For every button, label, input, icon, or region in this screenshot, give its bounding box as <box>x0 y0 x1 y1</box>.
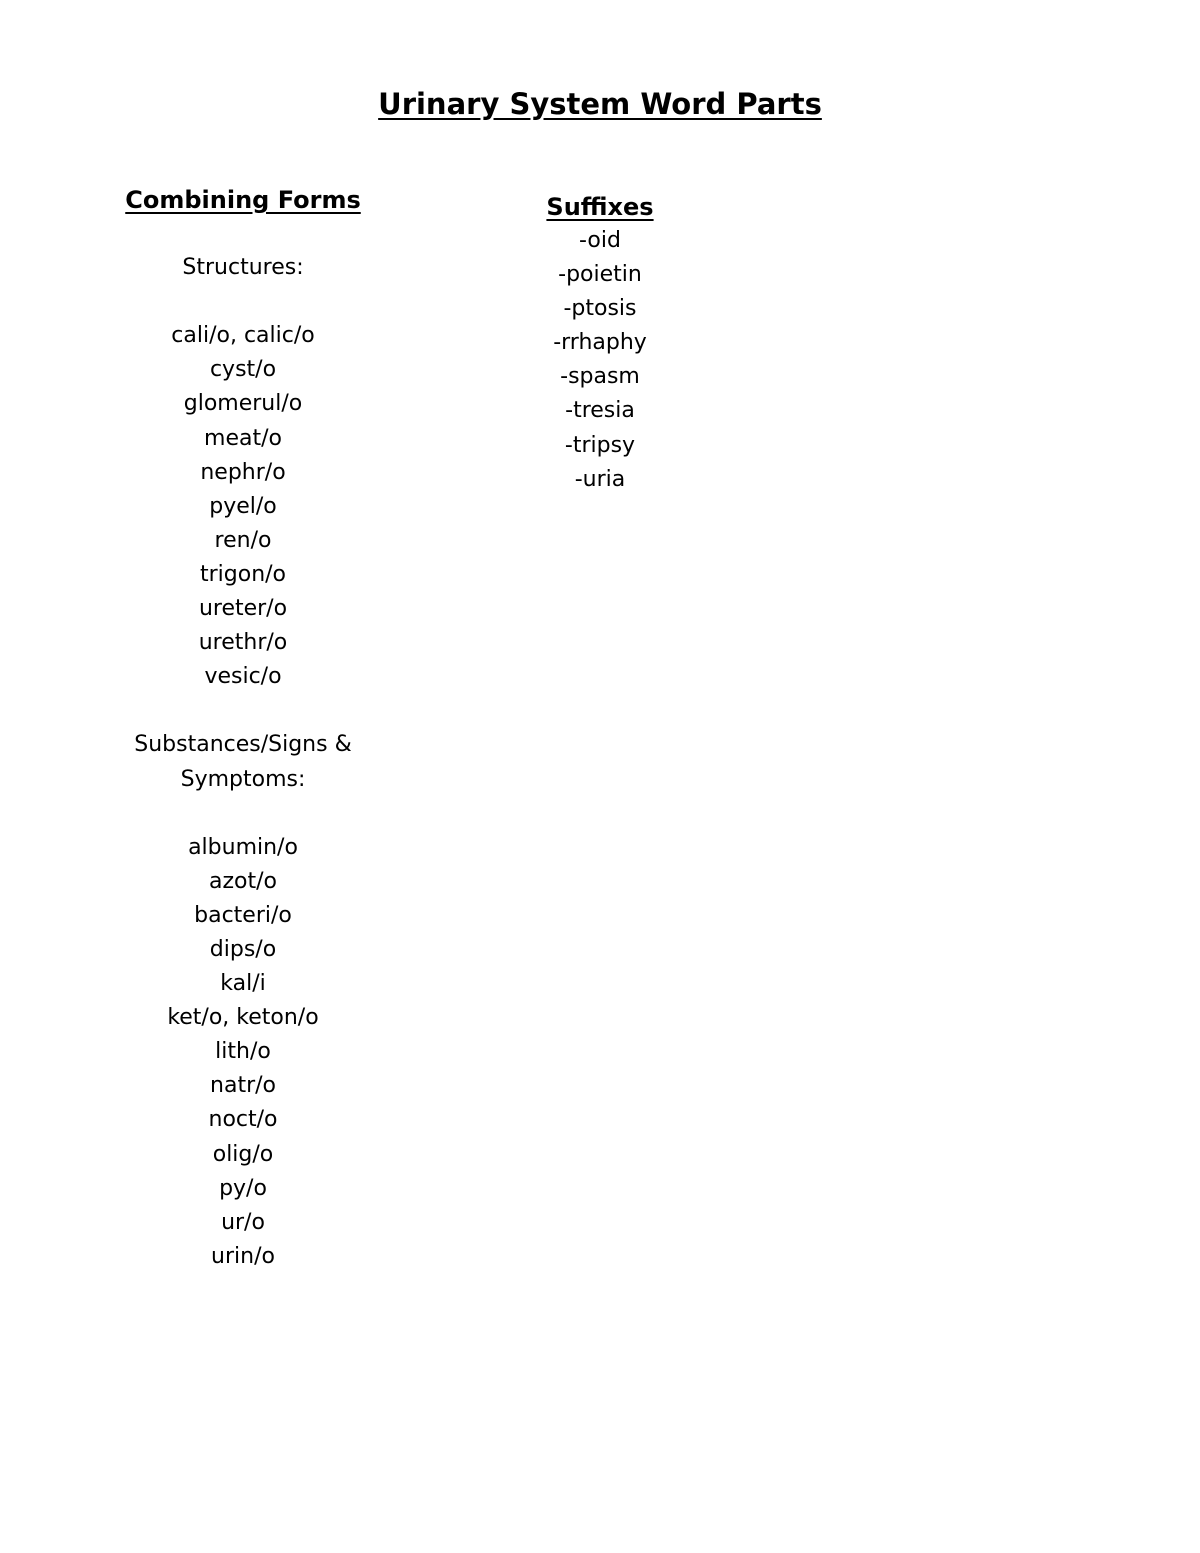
list-item: ren/o <box>214 527 272 553</box>
list-item: -ptosis <box>563 296 637 322</box>
list-item: ur/o <box>221 1209 265 1235</box>
list-item: -uria <box>574 466 626 492</box>
list-item: natr/o <box>210 1073 276 1099</box>
list-item: kal/i <box>220 971 266 997</box>
list-item: albumin/o <box>188 834 298 860</box>
list-item: meat/o <box>204 425 282 451</box>
suffixes-list <box>480 224 720 497</box>
list-item: cyst/o <box>209 357 277 383</box>
suffixes-heading: Suffixes <box>546 193 654 221</box>
list-item: ket/o, keton/o <box>167 1005 319 1031</box>
structures-list <box>83 319 403 694</box>
list-item: trigon/o <box>199 561 287 587</box>
page-title: Urinary System Word Parts <box>378 87 822 121</box>
list-item: urin/o <box>211 1243 275 1269</box>
list-item: pyel/o <box>209 493 277 519</box>
list-item: olig/o <box>212 1141 274 1167</box>
list-item: azot/o <box>209 868 277 894</box>
list-item: lith/o <box>215 1039 271 1065</box>
combining-forms-heading: Combining Forms <box>125 186 361 214</box>
combining-forms-column <box>83 183 403 1274</box>
list-item: noct/o <box>208 1107 278 1133</box>
list-item: -oid <box>579 228 621 253</box>
list-item: urethr/o <box>198 630 288 656</box>
structures-label: Structures: <box>182 255 304 281</box>
list-item: vesic/o <box>204 664 282 690</box>
list-item: cali/o, calic/o <box>171 323 315 349</box>
list-item: py/o <box>219 1175 267 1201</box>
list-item: ureter/o <box>198 596 288 622</box>
list-item: bacteri/o <box>194 902 292 928</box>
list-item: -tresia <box>565 398 635 424</box>
list-item: dips/o <box>209 936 277 962</box>
list-item: glomerul/o <box>183 391 303 417</box>
substances-list <box>83 831 403 1274</box>
substances-label: Substances/Signs & Symptoms: <box>134 732 352 792</box>
list-item: nephr/o <box>200 459 286 485</box>
suffixes-column <box>480 190 720 497</box>
list-item: -spasm <box>560 364 640 390</box>
list-item: -tripsy <box>564 432 636 458</box>
list-item: -poietin <box>558 262 642 288</box>
list-item: -rrhaphy <box>553 330 647 356</box>
